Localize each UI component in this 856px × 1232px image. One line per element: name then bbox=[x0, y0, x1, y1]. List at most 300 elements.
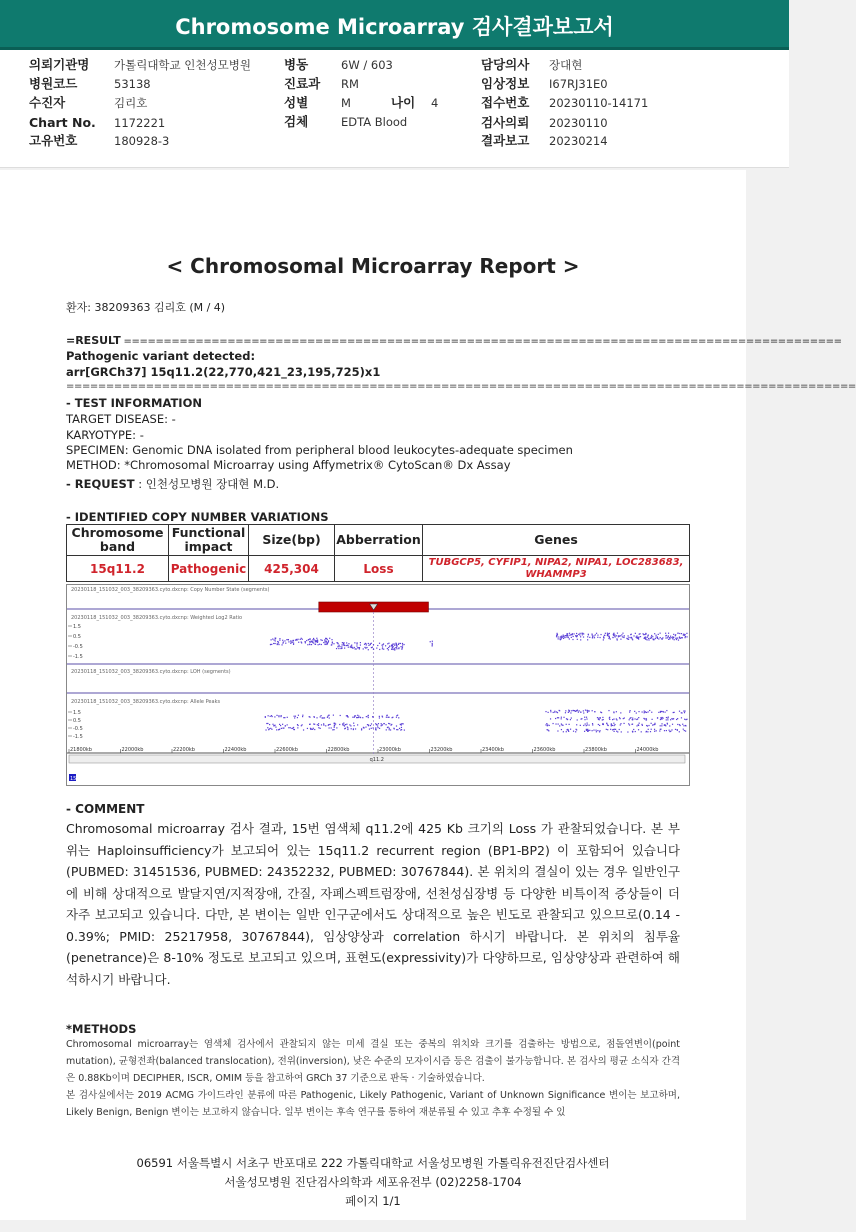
log2-point bbox=[356, 648, 357, 649]
log2-point bbox=[286, 639, 287, 640]
log2-point bbox=[373, 649, 374, 650]
allele-point bbox=[576, 724, 577, 725]
log2-point bbox=[684, 634, 685, 635]
log2-point bbox=[363, 648, 364, 649]
allele-point bbox=[293, 727, 294, 728]
allele-point bbox=[265, 716, 266, 717]
log2-point bbox=[432, 641, 433, 642]
allele-point bbox=[669, 731, 670, 732]
allele-point bbox=[323, 725, 324, 726]
patient-line: 환자: 38209363 김리호 (M / 4) bbox=[66, 301, 226, 314]
allele-point bbox=[669, 725, 670, 726]
log2-point bbox=[313, 642, 314, 643]
allele-point bbox=[274, 725, 275, 726]
allele-point bbox=[400, 729, 401, 730]
log2-point bbox=[620, 635, 621, 636]
log2-point bbox=[305, 642, 306, 643]
allele-point bbox=[646, 731, 647, 732]
allele-point bbox=[616, 711, 617, 712]
log2-point bbox=[394, 645, 395, 646]
allele-point bbox=[650, 731, 651, 732]
log2-point bbox=[680, 638, 681, 639]
allele-point bbox=[576, 710, 577, 711]
allele-point bbox=[274, 716, 275, 717]
log2-point bbox=[561, 637, 562, 638]
allele-point bbox=[609, 719, 610, 720]
allele-point bbox=[583, 712, 584, 713]
sex-value: M bbox=[341, 96, 351, 110]
report-title-bar bbox=[0, 0, 789, 50]
allele-point bbox=[619, 717, 620, 718]
unique-no-label: 고유번호 bbox=[29, 133, 78, 148]
log2-point bbox=[567, 635, 568, 636]
chart-no-label: Chart No. bbox=[29, 115, 96, 130]
allele-point bbox=[365, 727, 366, 728]
log2-point bbox=[568, 637, 569, 638]
log2-point bbox=[612, 637, 613, 638]
unique-no-value: 180928-3 bbox=[114, 134, 170, 148]
allele-point bbox=[386, 717, 387, 718]
cell-band: 15q11.2 bbox=[67, 556, 169, 582]
log2-point bbox=[654, 633, 655, 634]
allele-point bbox=[382, 716, 383, 717]
log2-point bbox=[401, 649, 402, 650]
log2-point bbox=[340, 648, 341, 649]
log2-point bbox=[597, 635, 598, 636]
log2-point bbox=[278, 644, 279, 645]
log2-point bbox=[326, 641, 327, 642]
allele-point bbox=[270, 716, 271, 717]
allele-point bbox=[357, 724, 358, 725]
allele-point bbox=[679, 711, 680, 712]
allele-point bbox=[346, 724, 347, 725]
allele-point bbox=[584, 731, 585, 732]
allele-point bbox=[629, 718, 630, 719]
allele-point bbox=[320, 728, 321, 729]
allele-point bbox=[646, 719, 647, 720]
log2-point bbox=[396, 645, 397, 646]
log2-point bbox=[563, 636, 564, 637]
allele-point bbox=[267, 723, 268, 724]
allele-point bbox=[661, 711, 662, 712]
allele-point bbox=[293, 729, 294, 730]
clinical-label: 임상정보 bbox=[481, 76, 530, 91]
log2-point bbox=[627, 635, 628, 636]
allele-point bbox=[631, 724, 632, 725]
allele-point bbox=[318, 723, 319, 724]
allele-point bbox=[330, 724, 331, 725]
requester-value: 가톨릭대학교 인천성모병원 bbox=[114, 58, 251, 72]
log2-point bbox=[295, 639, 296, 640]
log2-point bbox=[668, 639, 669, 640]
log2-point bbox=[321, 644, 322, 645]
log2-point bbox=[432, 643, 433, 644]
comment-text: Chromosomal microarray 검사 결과, 15번 염색체 q11.2에 425 Kb 크기의 Loss 가 관찰되었습니다. 본 부위는 Haploinsufficiency가 보고되어 있는 15q11.2 recurrent region (BP1-BP2) 이 포함되어 있습니다 (PUBMED: 31451536, PUBMED: 24352232, PUBMED: 30767844). 본 위치의 결실이 있는 경우 일반인구에 비해 상대적으로 발달지연/지적장애, 간질, 자폐스펙트럼장애, 선천성심장병 등 다양한 비특이적 증상들이 더 자주 보고되고 있습니다. 다만, 본 변이는 일반 인구군에서도 상대적으로 높은 빈도로 관찰되고 있으므로(0.14 - 0.39%; PMID: 25217958, 30767844), 임상양상과 correlation 하시기 바랍니다. 본 위치의 침투율(penetrance)은 8-10% 정도로 보고되고 있으며, 표현도(expressivity)가 다양하므로, 임상양상과 관련하여 해석하시기 바랍니다. bbox=[66, 821, 680, 987]
log2-point bbox=[396, 648, 397, 649]
allele-point bbox=[325, 725, 326, 726]
log2-point bbox=[591, 633, 592, 634]
log2-point bbox=[603, 637, 604, 638]
allele-point bbox=[283, 727, 284, 728]
allele-point bbox=[347, 716, 348, 717]
allele-point bbox=[575, 729, 576, 730]
log2-point bbox=[630, 634, 631, 635]
log2-point bbox=[338, 648, 339, 649]
allele-point bbox=[587, 724, 588, 725]
log2-point bbox=[572, 639, 573, 640]
log2-point bbox=[608, 635, 609, 636]
cnv-chart-svg bbox=[67, 585, 689, 785]
log2-point bbox=[614, 634, 615, 635]
allele-point bbox=[660, 725, 661, 726]
log2-point bbox=[652, 638, 653, 639]
log2-point bbox=[646, 639, 647, 640]
log2-point bbox=[395, 647, 396, 648]
allele-point bbox=[339, 724, 340, 725]
allele-point bbox=[561, 718, 562, 719]
allele-point bbox=[368, 715, 369, 716]
log2-point bbox=[402, 644, 403, 645]
log2-point bbox=[623, 637, 624, 638]
allele-point bbox=[596, 731, 597, 732]
log2-point bbox=[364, 644, 365, 645]
log2-point bbox=[650, 638, 651, 639]
allele-point bbox=[366, 716, 367, 717]
allele-point bbox=[646, 718, 647, 719]
log2-point bbox=[278, 642, 279, 643]
log2-point bbox=[394, 648, 395, 649]
log2-point bbox=[651, 637, 652, 638]
x-tick-label: 23000kb bbox=[379, 747, 401, 753]
allele-point bbox=[583, 725, 584, 726]
allele-point bbox=[606, 729, 607, 730]
log2-point bbox=[323, 642, 324, 643]
log2-point bbox=[633, 635, 634, 636]
allele-point bbox=[386, 715, 387, 716]
allele-point bbox=[623, 723, 624, 724]
allele-point bbox=[569, 724, 570, 725]
allele-point bbox=[629, 719, 630, 720]
allele-point bbox=[570, 712, 571, 713]
allele-point bbox=[269, 728, 270, 729]
allele-tick-label: 0.5 bbox=[73, 718, 81, 724]
allele-point bbox=[653, 724, 654, 725]
allele-point bbox=[588, 730, 589, 731]
allele-point bbox=[629, 724, 630, 725]
log2-point bbox=[388, 649, 389, 650]
allele-point bbox=[265, 729, 266, 730]
test-info-header: - TEST INFORMATION bbox=[66, 396, 202, 410]
allele-point bbox=[677, 724, 678, 725]
log2-point bbox=[379, 649, 380, 650]
allele-point bbox=[342, 723, 343, 724]
allele-point bbox=[570, 719, 571, 720]
allele-point bbox=[549, 725, 550, 726]
allele-point bbox=[575, 711, 576, 712]
band-label: q11.2 bbox=[369, 757, 384, 763]
ward-label: 병동 bbox=[284, 57, 309, 72]
allele-point bbox=[279, 729, 280, 730]
allele-point bbox=[284, 717, 285, 718]
log2-point bbox=[381, 645, 382, 646]
allele-point bbox=[357, 715, 358, 716]
x-tick-label: 23200kb bbox=[430, 747, 453, 753]
log2-point bbox=[604, 635, 605, 636]
log2-point bbox=[341, 646, 342, 647]
col-header-impact: Functional impact bbox=[169, 525, 249, 556]
table-header-row bbox=[67, 525, 690, 556]
log2-point bbox=[571, 634, 572, 635]
allele-point bbox=[317, 724, 318, 725]
log2-point bbox=[592, 635, 593, 636]
allele-point bbox=[579, 710, 580, 711]
log2-point bbox=[371, 643, 372, 644]
log2-point bbox=[366, 644, 367, 645]
allele-point bbox=[269, 724, 270, 725]
allele-point bbox=[654, 731, 655, 732]
log2-point bbox=[336, 648, 337, 649]
allele-point bbox=[668, 730, 669, 731]
allele-point bbox=[681, 717, 682, 718]
allele-point bbox=[557, 717, 558, 718]
log2-point bbox=[392, 644, 393, 645]
log2-point bbox=[283, 641, 284, 642]
allele-point bbox=[566, 718, 567, 719]
allele-point bbox=[586, 718, 587, 719]
log2-point bbox=[297, 639, 298, 640]
log2-point bbox=[573, 633, 574, 634]
allele-point bbox=[324, 717, 325, 718]
allele-point bbox=[389, 723, 390, 724]
log2-point bbox=[610, 638, 611, 639]
allele-point bbox=[586, 730, 587, 731]
patient-info-panel bbox=[0, 50, 789, 168]
allele-point bbox=[298, 715, 299, 716]
allele-point bbox=[677, 730, 678, 731]
log2-point bbox=[313, 638, 314, 639]
allele-point bbox=[347, 729, 348, 730]
allele-point bbox=[291, 728, 292, 729]
log2-point bbox=[594, 637, 595, 638]
log2-point bbox=[368, 645, 369, 646]
log2-point bbox=[673, 634, 674, 635]
allele-point bbox=[648, 729, 649, 730]
log2-point bbox=[328, 640, 329, 641]
allele-point bbox=[645, 711, 646, 712]
allele-point bbox=[592, 723, 593, 724]
allele-point bbox=[683, 725, 684, 726]
x-tick-label: 22800kb bbox=[327, 747, 350, 753]
log2-point bbox=[616, 635, 617, 636]
allele-point bbox=[334, 725, 335, 726]
allele-point bbox=[389, 728, 390, 729]
allele-point bbox=[331, 727, 332, 728]
allele-point bbox=[268, 715, 269, 716]
allele-point bbox=[288, 727, 289, 728]
log2-point bbox=[271, 644, 272, 645]
log2-point bbox=[565, 635, 566, 636]
allele-point bbox=[627, 731, 628, 732]
allele-point bbox=[613, 718, 614, 719]
allele-point bbox=[612, 725, 613, 726]
footer-dept: 서울성모병원 진단검사의학과 세포유전부 (02)2258-1704 bbox=[224, 1175, 522, 1189]
allele-point bbox=[566, 731, 567, 732]
result-rule: ========================================================================================== bbox=[120, 336, 842, 347]
log2-point bbox=[613, 633, 614, 634]
log2-point bbox=[569, 638, 570, 639]
log2-point bbox=[402, 646, 403, 647]
allele-point bbox=[368, 724, 369, 725]
allele-point bbox=[323, 723, 324, 724]
allele-point bbox=[394, 728, 395, 729]
log2-point bbox=[307, 644, 308, 645]
allele-point bbox=[648, 711, 649, 712]
allele-point bbox=[554, 712, 555, 713]
log2-point bbox=[668, 636, 669, 637]
log2-point bbox=[352, 647, 353, 648]
allele-point bbox=[385, 724, 386, 725]
allele-point bbox=[377, 725, 378, 726]
allele-point bbox=[683, 729, 684, 730]
allele-point bbox=[675, 729, 676, 730]
allele-point bbox=[634, 711, 635, 712]
allele-point bbox=[559, 710, 560, 711]
allele-point bbox=[329, 717, 330, 718]
log2-point bbox=[640, 636, 641, 637]
log2-point bbox=[316, 638, 317, 639]
allele-point bbox=[607, 724, 608, 725]
log2-point bbox=[608, 638, 609, 639]
methods-paragraph-2: 본 검사실에서는 2019 ACMG 가이드라인 분류에 따른 Pathogenic, Likely Pathogenic, Variant of Unknown Significance 변이는 보고하며, Likely Benign, Benign 변이는 보고하지 않습니다. 일부 변이는 후속 연구를 통하여 재분류될 수 있고 추후 수정될 수 있 bbox=[66, 1090, 680, 1118]
log2-point bbox=[670, 636, 671, 637]
allele-point bbox=[349, 724, 350, 725]
x-tick-label: 22600kb bbox=[276, 747, 298, 753]
allele-point bbox=[327, 717, 328, 718]
log2-point bbox=[368, 643, 369, 644]
allele-point bbox=[685, 730, 686, 731]
log2-point bbox=[388, 643, 389, 644]
allele-point bbox=[311, 728, 312, 729]
allele-point bbox=[559, 725, 560, 726]
allele-point bbox=[350, 725, 351, 726]
log2-point bbox=[324, 639, 325, 640]
allele-point bbox=[654, 723, 655, 724]
log2-point bbox=[292, 642, 293, 643]
log2-point bbox=[275, 643, 276, 644]
request-label: - REQUEST bbox=[66, 477, 135, 491]
log2-point bbox=[571, 637, 572, 638]
allele-point bbox=[571, 710, 572, 711]
allele-point bbox=[400, 724, 401, 725]
allele-point bbox=[599, 725, 600, 726]
log2-point bbox=[344, 645, 345, 646]
allele-point bbox=[620, 724, 621, 725]
allele-point bbox=[285, 725, 286, 726]
log2-point bbox=[662, 639, 663, 640]
log2-point bbox=[617, 633, 618, 634]
allele-point bbox=[593, 730, 594, 731]
allele-point bbox=[638, 717, 639, 718]
allele-point bbox=[281, 728, 282, 729]
allele-point bbox=[375, 729, 376, 730]
log2-point bbox=[566, 633, 567, 634]
requester-label: 의뢰기관명 bbox=[29, 57, 90, 72]
allele-point bbox=[664, 724, 665, 725]
log2-point bbox=[400, 643, 401, 644]
log2-point bbox=[282, 643, 283, 644]
allele-point bbox=[671, 729, 672, 730]
log2-point bbox=[557, 633, 558, 634]
cell-impact: Pathogenic bbox=[169, 556, 249, 582]
allele-point bbox=[561, 717, 562, 718]
col-header-band: Chromosome band bbox=[67, 525, 169, 556]
log2-point bbox=[282, 640, 283, 641]
allele-point bbox=[390, 729, 391, 730]
allele-point bbox=[599, 731, 600, 732]
allele-point bbox=[586, 717, 587, 718]
cnv-table bbox=[66, 524, 690, 582]
cnv-header: - IDENTIFIED COPY NUMBER VARIATIONS bbox=[66, 510, 329, 524]
allele-point bbox=[608, 710, 609, 711]
hospital-code-value: 53138 bbox=[114, 77, 151, 91]
result-header: =RESULT bbox=[66, 334, 121, 347]
allele-point bbox=[652, 725, 653, 726]
iscn-line: arr[GRCh37] 15q11.2(22,770,421_23,195,725)x1 bbox=[66, 365, 381, 379]
log2-point bbox=[277, 641, 278, 642]
allele-point bbox=[369, 728, 370, 729]
allele-point bbox=[613, 723, 614, 724]
allele-point bbox=[614, 731, 615, 732]
log2-point bbox=[342, 644, 343, 645]
allele-point bbox=[398, 717, 399, 718]
log2-point bbox=[279, 640, 280, 641]
log2-point bbox=[302, 639, 303, 640]
allele-point bbox=[353, 723, 354, 724]
patient-value: 김리호 bbox=[114, 96, 148, 110]
allele-point bbox=[641, 731, 642, 732]
log2-point bbox=[275, 638, 276, 639]
log2-point bbox=[614, 636, 615, 637]
log2-point bbox=[655, 636, 656, 637]
log2-point bbox=[660, 633, 661, 634]
log2-point bbox=[560, 637, 561, 638]
allele-point bbox=[553, 712, 554, 713]
log2-point bbox=[620, 639, 621, 640]
allele-point bbox=[396, 725, 397, 726]
log2-point bbox=[557, 634, 558, 635]
track-title: 20230118_151032_003_38209363.cyto.dxcnp: Copy Number State (segments) bbox=[71, 587, 270, 593]
allele-point bbox=[381, 725, 382, 726]
allele-point bbox=[649, 710, 650, 711]
log2-point bbox=[350, 646, 351, 647]
clinical-value: I67RJ31E0 bbox=[549, 77, 608, 91]
log2-point bbox=[396, 644, 397, 645]
allele-point bbox=[302, 716, 303, 717]
log2-point bbox=[360, 642, 361, 643]
allele-point bbox=[267, 727, 268, 728]
allele-point bbox=[562, 725, 563, 726]
allele-point bbox=[270, 728, 271, 729]
allele-point bbox=[661, 718, 662, 719]
allele-point bbox=[396, 715, 397, 716]
log2-point bbox=[573, 636, 574, 637]
allele-point bbox=[682, 724, 683, 725]
log2-point bbox=[558, 638, 559, 639]
allele-point bbox=[676, 719, 677, 720]
allele-point bbox=[638, 711, 639, 712]
allele-point bbox=[592, 730, 593, 731]
allele-point bbox=[644, 718, 645, 719]
